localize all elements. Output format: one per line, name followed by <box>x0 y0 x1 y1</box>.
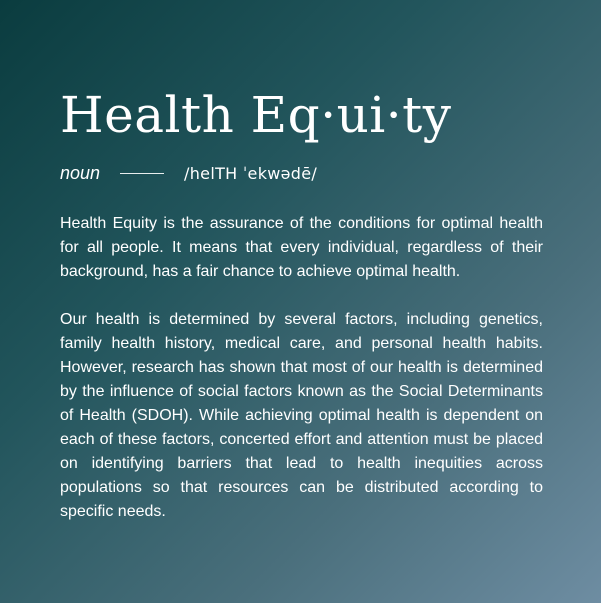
divider-dash <box>120 173 164 174</box>
pronunciation: /helTH ˈekwədē/ <box>184 164 318 183</box>
definition-paragraph-1: Health Equity is the assurance of the conditions for optimal health for all people. It means that every individual, regardless of their background, has a fair chance to achieve optimal health. <box>60 215 543 280</box>
pronunciation-row <box>60 163 543 184</box>
term-title: Health Eq·ui·ty <box>60 86 452 144</box>
definition-paragraph-2: Our health is determined by several factors, including genetics, family health history, medical care, and personal health habits. However, research has shown that most of our health is determined by the influence of social factors known as the Social Determinants of Health (SDOH). While achieving optimal health is dependent on each of these factors, concerted effort and attention must be placed on identifying barriers that lead to health inequities across populations so that resources can be distributed according to specific needs. <box>60 311 543 520</box>
part-of-speech: noun <box>60 163 101 183</box>
